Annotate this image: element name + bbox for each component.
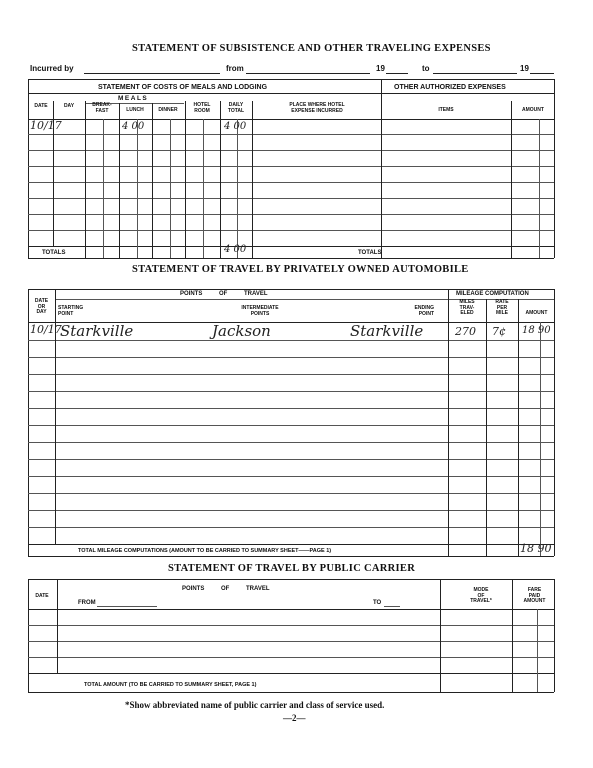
col-lunch: LUNCH <box>126 107 144 113</box>
auto-row1-miles: 270 <box>455 325 476 338</box>
points-of-travel-header: POINTS OF TRAVEL <box>180 291 268 297</box>
carrier-to-label: TO <box>373 600 382 606</box>
carrier-points-header: POINTS OF TRAVEL <box>182 586 270 592</box>
section1-title: STATEMENT OF SUBSISTENCE AND OTHER TRAVELING EXPENSES <box>132 43 491 54</box>
year1-field[interactable] <box>386 73 408 74</box>
meals-totals-value: 4 00 <box>224 244 247 255</box>
auto-col-ending: ENDING POINT <box>414 305 434 317</box>
meals-row1-daily-total: 4 00 <box>224 121 247 132</box>
carrier-col-date: DATE <box>35 593 49 599</box>
auto-row1-starting: Starkville <box>60 322 134 340</box>
meals-row1-date: 10/17 <box>30 119 62 132</box>
col-date: DATE <box>34 103 48 109</box>
section3-title: STATEMENT OF TRAVEL BY PUBLIC CARRIER <box>168 563 416 574</box>
from-label: from <box>226 64 244 73</box>
auto-row1-ending: Starkville <box>350 322 424 340</box>
col-day: DAY <box>63 103 75 109</box>
auto-col-miles: MILES TRAV- ELED <box>459 299 475 316</box>
auto-row1-intermediate: Jackson <box>212 322 271 340</box>
year2-label: 19 <box>520 64 529 73</box>
from-field[interactable] <box>246 73 370 74</box>
section2-title: STATEMENT OF TRAVEL BY PRIVATELY OWNED AUTOMOBILE <box>132 264 469 275</box>
col-place: PLACE WHERE HOTEL EXPENSE INCURRED <box>289 102 345 114</box>
auto-col-rate: RATE PER MILE <box>495 299 509 316</box>
col-breakfast: BREAK- FAST <box>92 102 112 114</box>
carrier-col-mode: MODE OF TRAVEL* <box>470 587 492 604</box>
auto-col-amount: AMOUNT <box>525 310 548 316</box>
carrier-from-label: FROM <box>78 600 96 606</box>
other-expenses-header: OTHER AUTHORIZED EXPENSES <box>394 84 506 91</box>
col-daily-total: DAILY TOTAL <box>227 102 245 114</box>
col-items: ITEMS <box>438 107 454 113</box>
year1-label: 19 <box>376 64 385 73</box>
auto-col-starting: STARTING POINT <box>58 305 84 317</box>
year2-field[interactable] <box>530 73 554 74</box>
other-totals-label: TOTALS <box>358 250 382 256</box>
meals-totals-label: TOTALS <box>42 250 66 256</box>
carrier-total-label: TOTAL AMOUNT (TO BE CARRIED TO SUMMARY SHEET, PAGE 1) <box>84 682 257 688</box>
to-field[interactable] <box>433 73 517 74</box>
mileage-computation-header: MILEAGE COMPUTATION <box>456 291 529 297</box>
footnote: *Show abbreviated name of public carrier and class of service used. <box>125 700 385 710</box>
incurred-by-field[interactable] <box>84 73 220 74</box>
mileage-total-label: TOTAL MILEAGE COMPUTATIONS (AMOUNT TO BE CARRIED TO SUMMARY SHEET——PAGE 1) <box>78 548 332 554</box>
col-dinner: DINNER <box>158 107 178 113</box>
col-hotel-room: HOTEL ROOM <box>193 102 211 114</box>
page-number: —2— <box>283 713 306 723</box>
auto-row1-date: 10/17 <box>30 323 62 336</box>
meals-group-label: MEALS <box>118 95 149 102</box>
auto-row1-rate: 7¢ <box>492 325 506 338</box>
meals-row1-lunch: 4 00 <box>122 121 145 132</box>
mileage-total-value: 18 90 <box>520 542 552 555</box>
carrier-col-fare: FARE PAID AMOUNT <box>523 587 546 604</box>
meals-lodging-header: STATEMENT OF COSTS OF MEALS AND LODGING <box>98 84 268 91</box>
incurred-by-label: Incurred by <box>30 64 74 73</box>
auto-col-intermediate: INTERMEDIATE POINTS <box>241 305 279 317</box>
to-label: to <box>422 64 430 73</box>
auto-col-date: DATE OR DAY <box>34 298 49 315</box>
auto-row1-amount: 18 90 <box>522 325 551 336</box>
col-amount: AMOUNT <box>522 107 544 113</box>
